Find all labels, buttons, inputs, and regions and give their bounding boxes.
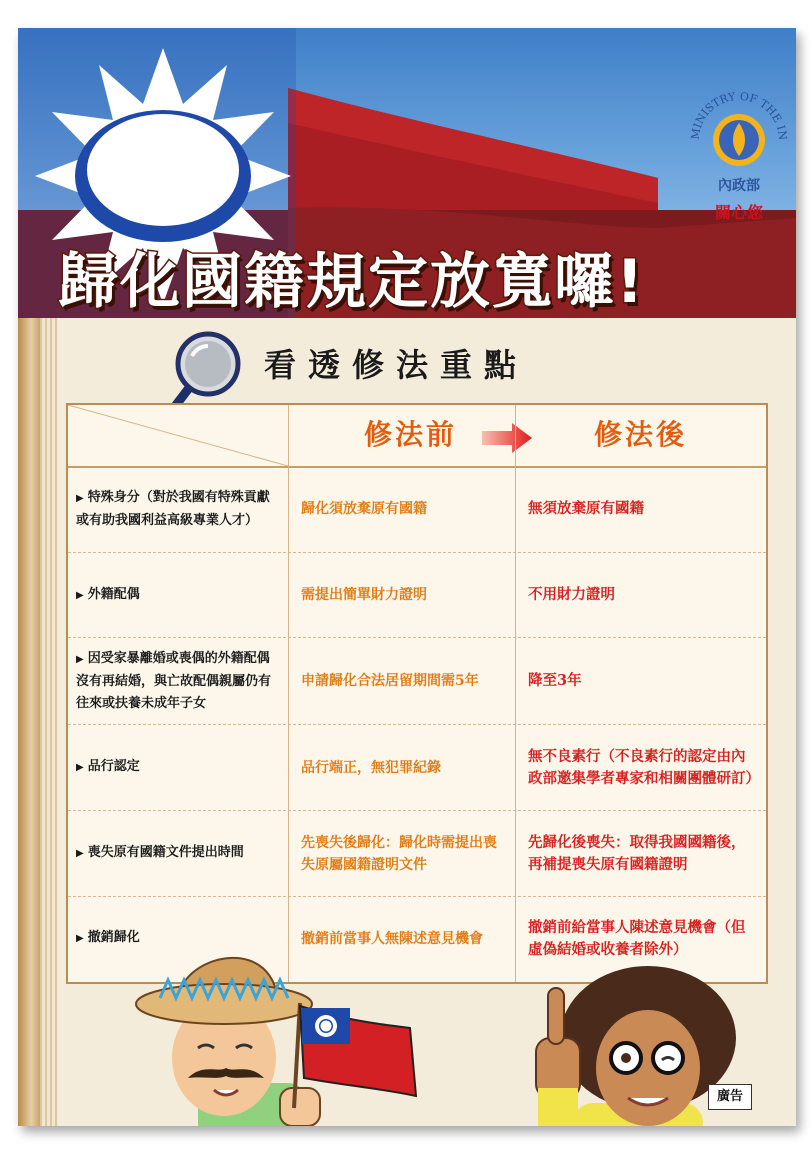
woman-pointing-illustration — [536, 966, 736, 1126]
header-after: 修法後 — [594, 418, 688, 451]
advertisement-tag: 廣告 — [708, 1084, 752, 1110]
row-before: 申請歸化合法居留期間需5年 — [301, 673, 479, 689]
logo-dept: 內政部 — [718, 178, 760, 194]
row-after: 降至3年 — [528, 672, 582, 689]
row-before: 需提出簡單財力證明 — [301, 587, 427, 603]
row-after: 撤銷前給當事人陳述意見機會（但虛偽結婚或收養者除外） — [528, 918, 746, 958]
row-item: ▶ 品行認定 — [76, 759, 140, 774]
row-item: ▶ 撤銷歸化 — [76, 930, 140, 945]
small-sun-icon — [315, 1015, 337, 1037]
page-title: 歸化國籍規定放寬囉! — [58, 247, 646, 317]
row-before: 歸化須放棄原有國籍 — [301, 501, 427, 517]
header-before: 修法前 — [364, 418, 458, 451]
row-item: ▶ 外籍配偶 — [76, 586, 140, 602]
characters-illustration — [18, 28, 796, 1126]
row-after: 無須放棄原有國籍 — [528, 500, 644, 517]
row-before: 撤銷前當事人無陳述意見機會 — [301, 930, 483, 947]
row-after: 不用財力證明 — [528, 586, 615, 603]
logo-tagline: 關心您 — [714, 203, 763, 222]
logo-ring-text: MINISTRY OF THE IN — [688, 89, 790, 141]
section-subtitle: 看透修法重點 — [264, 346, 529, 384]
row-item: ▶ 因受家暴離婚或喪偶的外籍配偶沒有再結婚，與亡故配偶親屬仍有往來或扶養未成年子女 — [76, 650, 272, 711]
row-item: ▶ 特殊身分（對於我國有特殊貢獻或有助我國利益高級專業人才） — [76, 489, 270, 528]
row-item: ▶ 喪失原有國籍文件提出時間 — [76, 845, 244, 860]
row-after: 無不良素行（不良素行的認定由內政部邀集學者專家和相關團體研訂） — [528, 747, 760, 787]
row-before: 品行端正，無犯罪紀錄 — [301, 759, 441, 776]
poster — [18, 28, 796, 1126]
row-after: 先歸化後喪失：取得我國國籍後，再補提喪失原有國籍證明 — [528, 833, 746, 873]
man-with-hat-illustration — [136, 958, 416, 1126]
row-before: 先喪失後歸化：歸化時需提出喪失原屬國籍證明文件 — [301, 834, 497, 873]
